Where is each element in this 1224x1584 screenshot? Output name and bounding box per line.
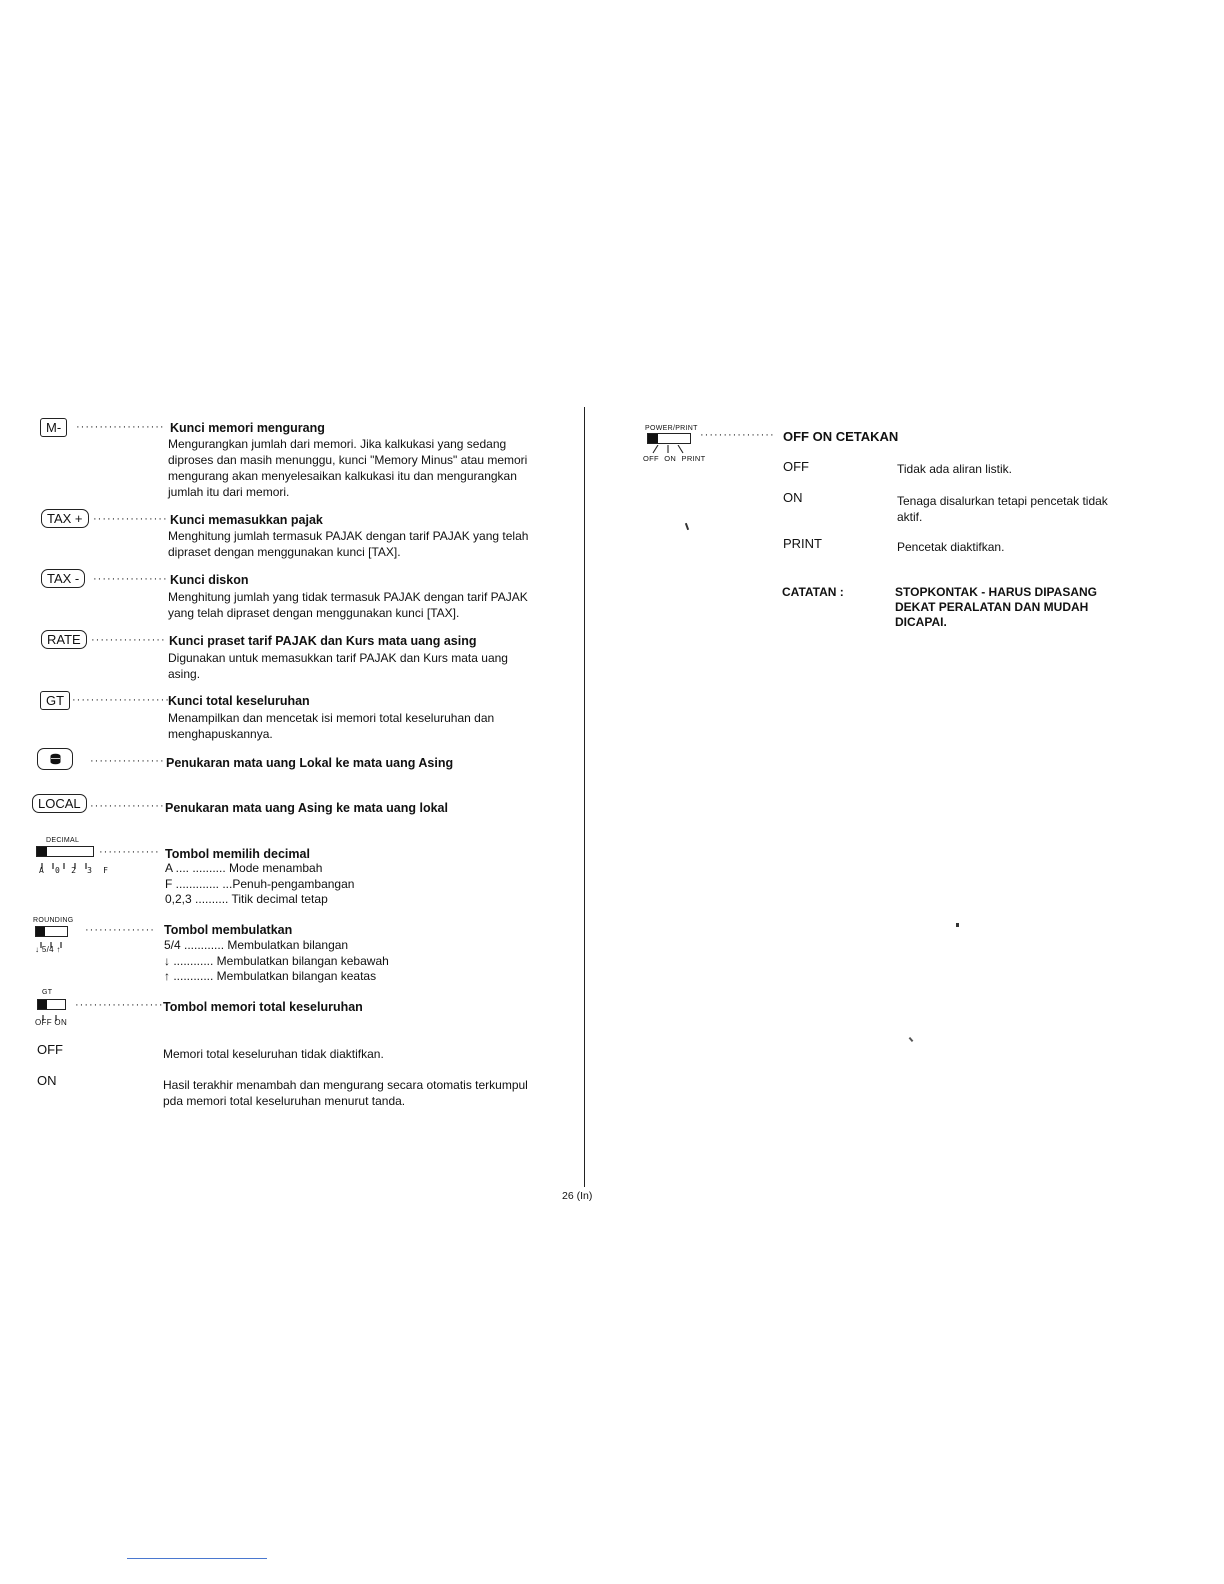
mode-description: Pencetak diaktifkan.	[897, 540, 1005, 554]
gt-switch	[37, 999, 66, 1010]
item-title: Penukaran mata uang Asing ke mata uang lokal	[165, 801, 448, 815]
decimal-title: Tombol memilih decimal	[165, 847, 310, 861]
decimal-switch	[36, 846, 94, 857]
rounding-switch-scale: ↓ 5/4 ↑	[35, 945, 61, 954]
rounding-title: Tombol membulatkan	[164, 923, 293, 937]
gt-switch-title: Tombol memori total keseluruhan	[163, 1000, 363, 1014]
coins-icon	[50, 752, 61, 764]
column-divider	[584, 407, 585, 1187]
scan-mark	[956, 923, 959, 927]
key-tax-plus: TAX +	[41, 509, 89, 528]
mode-description: Tenaga disalurkan tetapi pencetak tidak aktif.	[897, 494, 1108, 524]
power-print-switch-ticks	[650, 443, 690, 452]
bottom-rule	[127, 1558, 267, 1559]
mode-label: ON	[783, 490, 803, 505]
decimal-switch-ticks	[40, 858, 90, 864]
decimal-options: A .... .......... Mode menambah F ............. ...Penuh-pengambangan 0,2,3 .......... Titik decimal tetap	[165, 861, 355, 906]
key-memory-minus: M-	[40, 418, 67, 437]
item-title: Kunci memasukkan pajak	[170, 513, 323, 527]
note-label: CATATAN :	[782, 585, 844, 599]
leader-dots: ················	[93, 513, 168, 525]
item-description: Digunakan untuk memasukkan tarif PAJAK dan Kurs mata uang asing.	[168, 651, 508, 681]
item-description: Mengurangkan jumlah dari memori. Jika kalkukasi yang sedang diproses dan masih menunggu, kunci "Memory Minus" atau memori mengurang akan menyelesaikan kalkukasi itu dan mengurangkan jumlah itu dari memori.	[168, 437, 528, 499]
gt-switch-ticks	[42, 1010, 62, 1016]
item-title: Kunci memori mengurang	[170, 421, 325, 435]
leader-dots: ················	[90, 755, 165, 767]
item-title: Kunci praset tarif PAJAK dan Kurs mata uang asing	[169, 634, 477, 648]
power-print-title: OFF ON CETAKAN	[783, 429, 899, 444]
gt-switch-scale: OFF ON	[35, 1018, 68, 1027]
leader-dots: ···················	[75, 999, 164, 1011]
mode-label: ON	[37, 1073, 57, 1088]
rounding-options: 5/4 ............ Membulatkan bilangan ↓ ............ Membulatkan bilangan kebawah ↑ ............ Membulatkan bilangan keatas	[164, 938, 389, 983]
key-local: LOCAL	[32, 794, 87, 813]
power-print-switch-label: POWER/PRINT	[645, 425, 698, 432]
leader-dots: ···············	[85, 924, 155, 936]
item-title: Penukaran mata uang Lokal ke mata uang Asing	[166, 756, 454, 770]
decimal-switch-scale: A 0 2 3 F	[39, 866, 112, 875]
decimal-switch-label: DECIMAL	[46, 837, 80, 844]
leader-dots: ················	[93, 573, 168, 585]
key-rate: RATE	[41, 630, 87, 649]
gt-switch-label: GT	[42, 989, 53, 996]
mode-description: Tidak ada aliran listik.	[897, 462, 1012, 476]
note-text: STOPKONTAK - HARUS DIPASANG DEKAT PERALATAN DAN MUDAH DICAPAI.	[895, 585, 1098, 629]
item-description: Menghitung jumlah termasuk PAJAK dengan tarif PAJAK yang telah dipraset dengan menggunakan kunci [TAX].	[168, 529, 529, 559]
leader-dots: ················	[90, 800, 165, 812]
mode-description: Hasil terakhir menambah dan mengurang secara otomatis terkumpul pda memori total keseluruhan menurut tanda.	[163, 1078, 528, 1108]
mode-label: OFF	[37, 1042, 63, 1057]
item-description: Menampilkan dan mencetak isi memori total keseluruhan dan menghapuskannya.	[168, 711, 495, 741]
page-number: 26 (In)	[562, 1190, 593, 1202]
leader-dots: ················	[700, 429, 775, 441]
item-title: Kunci total keseluruhan	[168, 694, 310, 708]
rounding-switch	[35, 926, 68, 937]
item-title: Kunci diskon	[170, 573, 249, 587]
mode-description: Memori total keseluruhan tidak diaktifkan.	[163, 1047, 384, 1061]
leader-dots: ···················	[76, 421, 165, 433]
key-grand-total: GT	[40, 691, 70, 710]
scan-mark	[909, 1037, 914, 1042]
rounding-switch-label: ROUNDING	[33, 917, 74, 924]
mode-label: PRINT	[783, 536, 822, 551]
power-print-switch-scale: OFF ON PRINT	[643, 454, 706, 463]
key-tax-minus: TAX -	[41, 569, 85, 588]
key-local-to-foreign	[37, 748, 73, 770]
leader-dots: ·····················	[72, 694, 170, 706]
scan-mark	[685, 523, 689, 530]
mode-label: OFF	[783, 459, 809, 474]
leader-dots: ················	[91, 634, 166, 646]
item-description: Menghitung jumlah yang tidak termasuk PAJAK dengan tarif PAJAK yang telah dipraset dengan menggunakan kunci [TAX].	[168, 590, 528, 620]
rounding-switch-ticks	[40, 937, 70, 943]
leader-dots: ·············	[99, 846, 160, 858]
